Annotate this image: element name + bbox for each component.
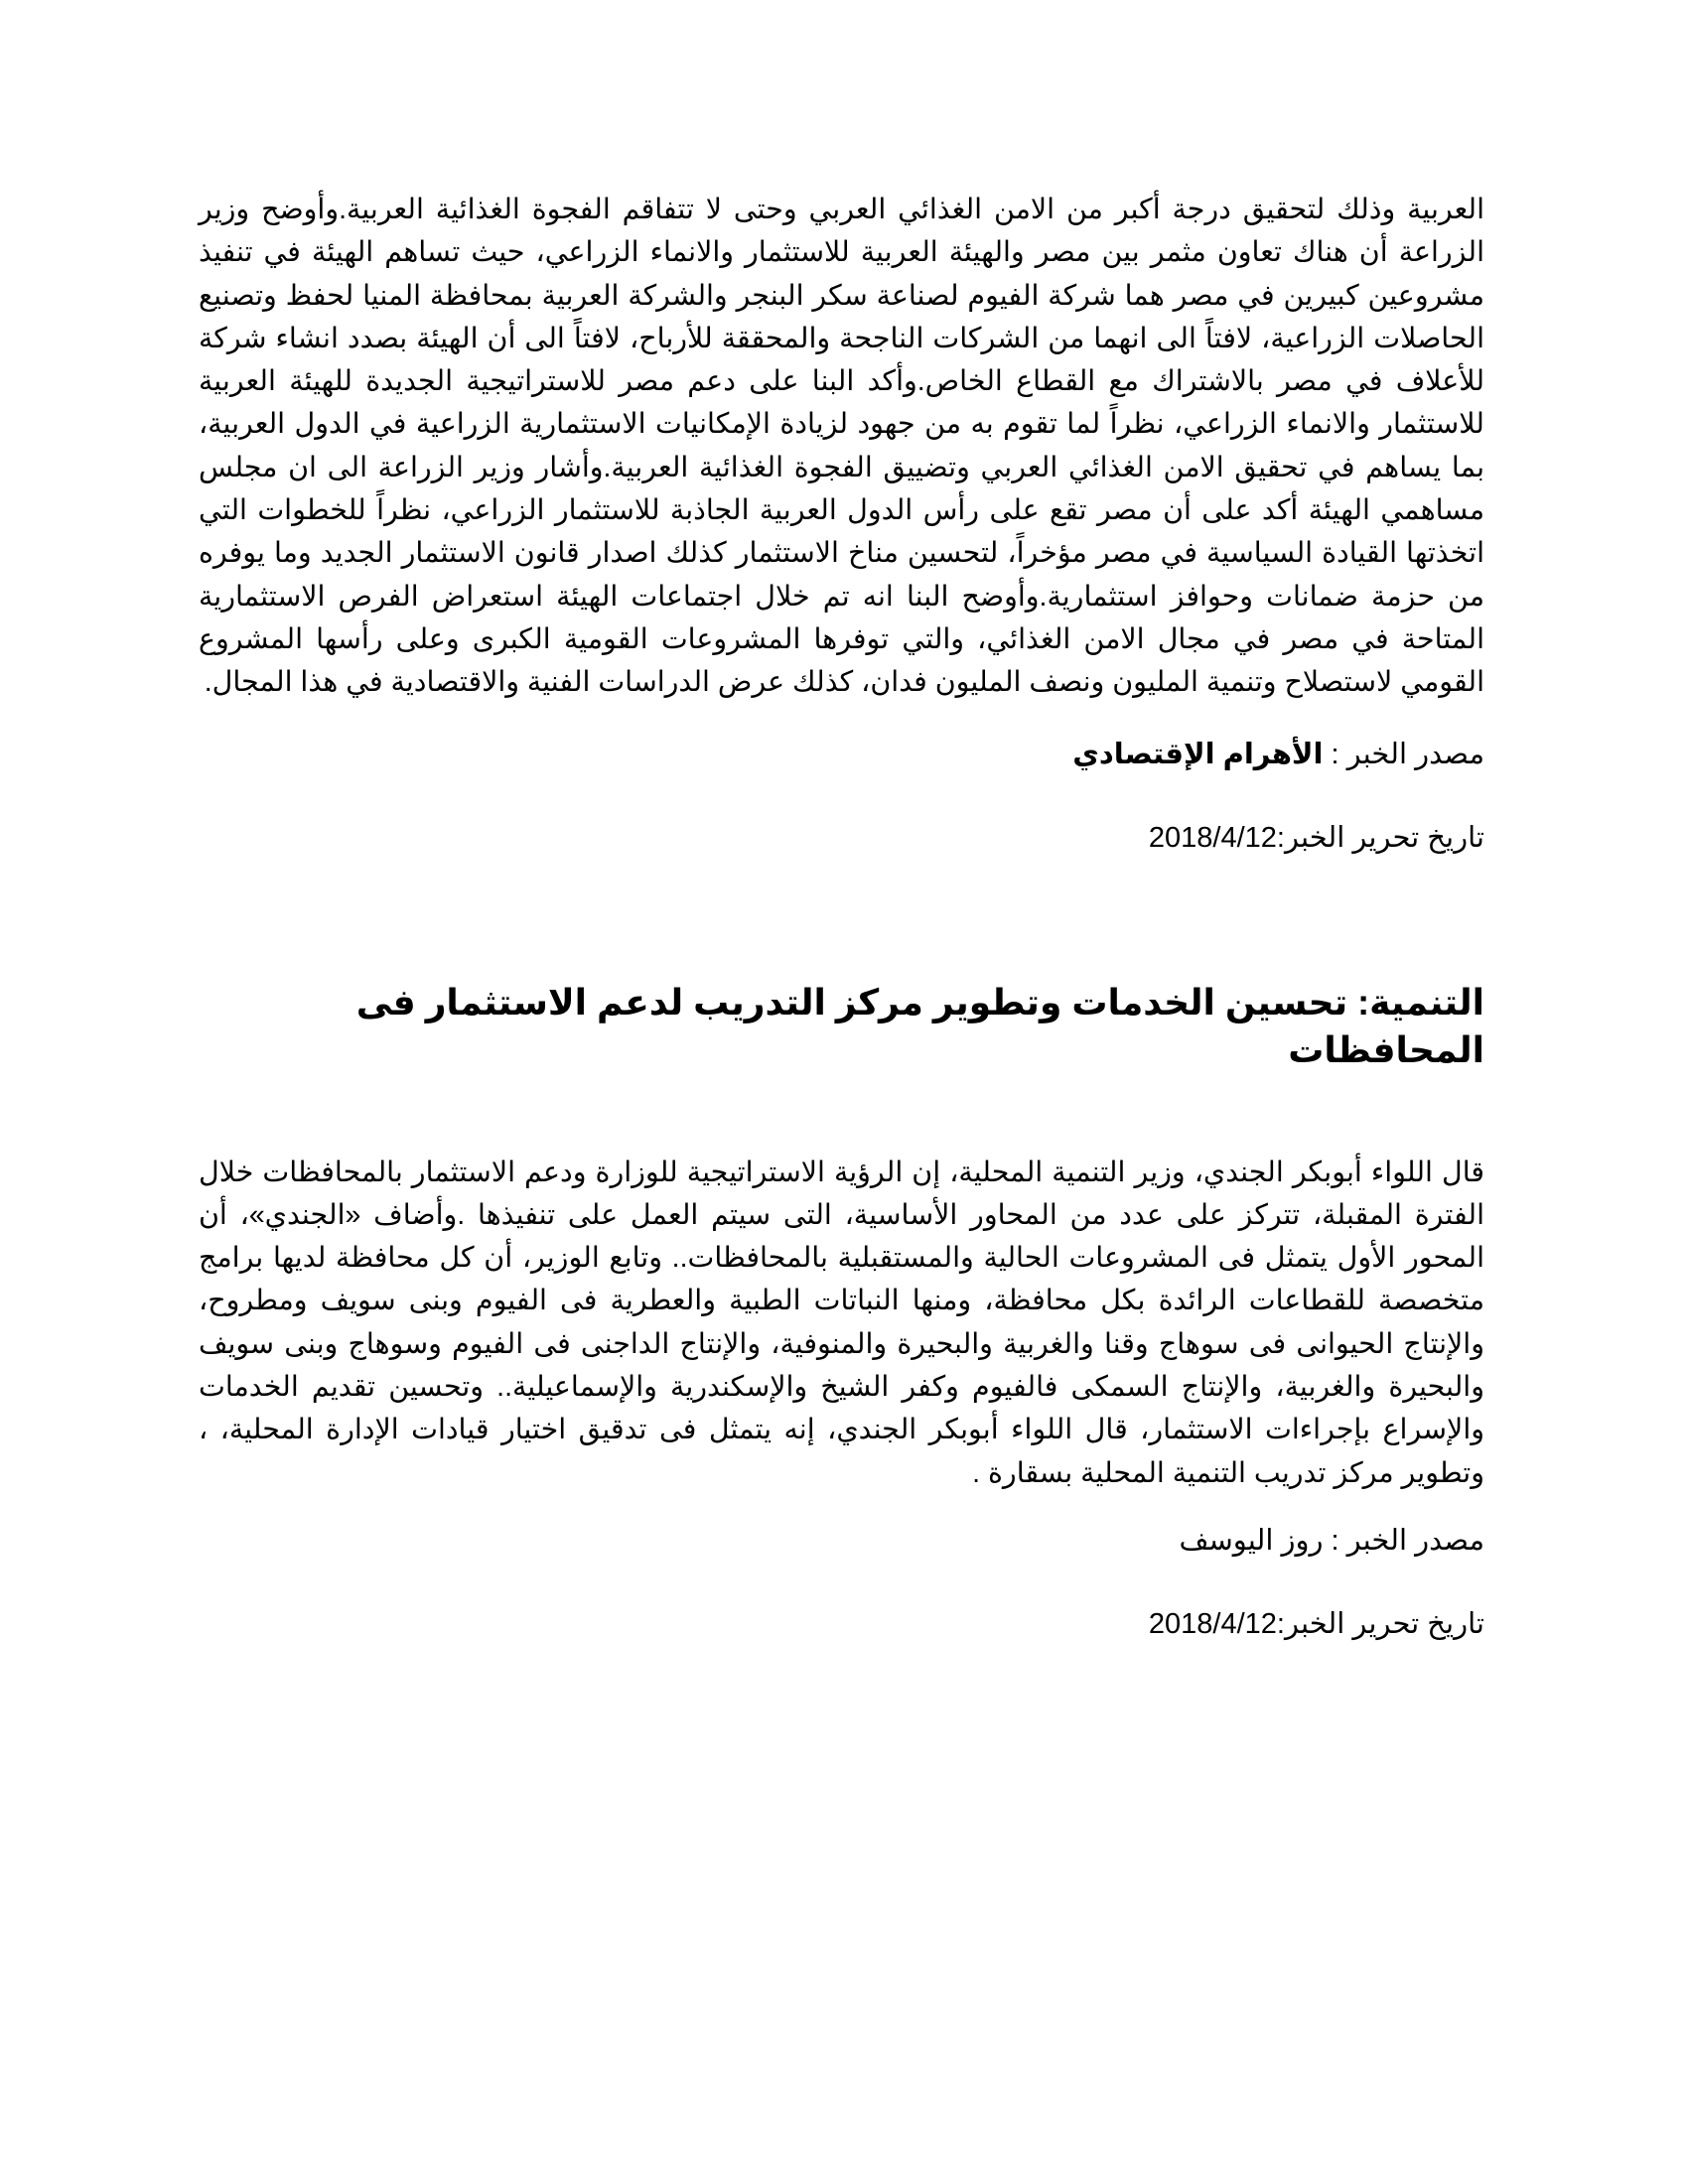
article-1-source-label: مصدر الخبر : bbox=[1323, 738, 1484, 770]
document-page bbox=[199, 189, 1484, 1644]
article-2-date-value: 2018/4/12 bbox=[1148, 1607, 1277, 1640]
article-1-date bbox=[199, 818, 1484, 858]
article-2-source-label: مصدر الخبر : bbox=[1323, 1524, 1484, 1557]
article-1-source-value: الأهرام الإقتصادي bbox=[1072, 738, 1324, 770]
article-2-body: قال اللواء أبوبكر الجندي، وزير التنمية المحلية، إن الرؤية الاستراتيجية للوزارة ودعم الاستثمار بالمحافظات خلال الفترة المقبلة، تتركز على عدد من المحاور الأساسية، التى سيتم العمل على تنفيذها .وأضاف «الجندي»، أن المحور الأول يتمثل فى المشروعات الحالية والمستقبلية بالمحافظات.. وتابع الوزير، أن كل محافظة لديها برامج متخصصة للقطاعات الرائدة بكل محافظة، ومنها النباتات الطبية والعطرية فى الفيوم وبنى سويف ومطروح، والإنتاج الحيوانى فى سوهاج وقنا والغربية والبحيرة والمنوفية، والإنتاج الداجنى فى الفيوم وسوهاج وبنى سويف والبحيرة والغربية، والإنتاج السمكى فالفيوم وكفر الشيخ والإسكندرية والإسماعيلية.. وتحسين تقديم الخدمات والإسراع بإجراءات الاستثمار، قال اللواء أبوبكر الجندي، إنه يتمثل فى تدقيق اختيار قيادات الإدارة المحلية، ، وتطوير مركز تدريب التنمية المحلية بسقارة . bbox=[199, 1156, 1484, 1489]
article-2-title: التنمية: تحسين الخدمات وتطوير مركز التدريب لدعم الاستثمار فى المحافظات bbox=[355, 981, 1484, 1070]
article-1-body: العربية وذلك لتحقيق درجة أكبر من الامن الغذائي العربي وحتى لا تتفاقم الفجوة الغذائية العربية.وأوضح وزير الزراعة أن هناك تعاون مثمر بين مصر والهيئة العربية للاستثمار والانماء الزراعي، حيث تساهم الهيئة في تنفيذ مشروعين كبيرين في مصر هما شركة الفيوم لصناعة سكر البنجر والشركة العربية بمحافظة المنيا لحفظ وتصنيع الحاصلات الزراعية، لافتاً الى انهما من الشركات الناجحة والمحققة للأرباح، لافتاً الى أن الهيئة بصدد انشاء شركة للأعلاف في مصر بالاشتراك مع القطاع الخاص.وأكد البنا على دعم مصر للاستراتيجية الجديدة للهيئة العربية للاستثمار والانماء الزراعي، نظراً لما تقوم به من جهود لزيادة الإمكانيات الاستثمارية الزراعية في الدول العربية، بما يساهم في تحقيق الامن الغذائي العربي وتضييق الفجوة الغذائية العربية.وأشار وزير الزراعة الى ان مجلس مساهمي الهيئة أكد على أن مصر تقع على رأس الدول العربية الجاذبة للاستثمار الزراعي، نظراً للخطوات التي اتخذتها القيادة السياسية في مصر مؤخراً، لتحسين مناخ الاستثمار كذلك اصدار قانون الاستثمار الجديد وما يوفره من حزمة ضمانات وحوافز استثمارية.وأوضح البنا انه تم خلال اجتماعات الهيئة استعراض الفرص الاستثمارية المتاحة في مصر في مجال الامن الغذائي، والتي توفرها المشروعات القومية الكبرى وعلى رأسها المشروع القومي لاستصلاح وتنمية المليون ونصف المليون فدان، كذلك عرض الدراسات الفنية والاقتصادية في هذا المجال. bbox=[199, 194, 1484, 699]
article-1-date-value: 2018/4/12 bbox=[1148, 821, 1277, 854]
article-1-date-label: تاريخ تحرير الخبر: bbox=[1276, 821, 1484, 854]
article-2-source bbox=[199, 1521, 1484, 1561]
article-2-date bbox=[199, 1604, 1484, 1644]
article-2-date-label: تاريخ تحرير الخبر: bbox=[1276, 1607, 1484, 1640]
article-1-source bbox=[199, 735, 1484, 774]
article-2-source-value: روز اليوسف bbox=[1179, 1524, 1324, 1557]
